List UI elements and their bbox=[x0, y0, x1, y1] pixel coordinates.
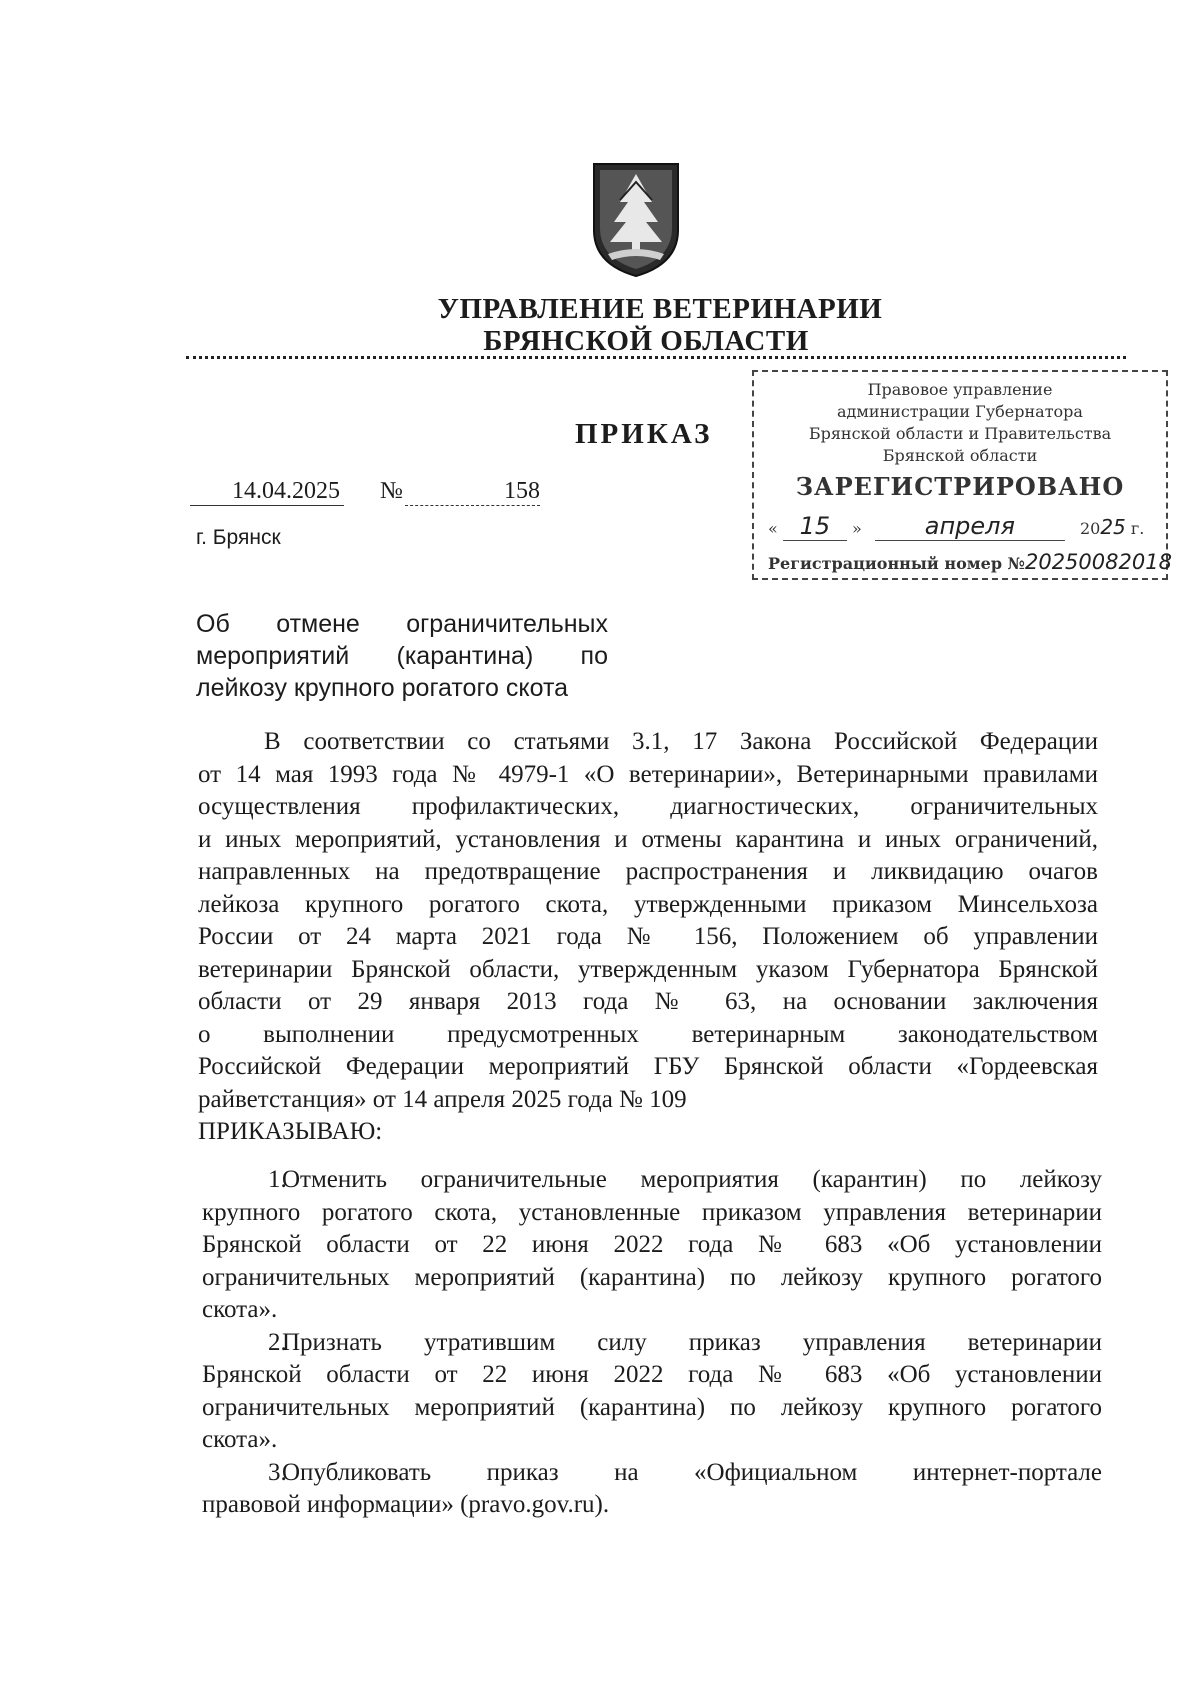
org-name-line-1: УПРАВЛЕНИЕ ВЕТЕРИНАРИИ bbox=[437, 293, 883, 325]
order-items bbox=[202, 1164, 1102, 1522]
document-subject bbox=[196, 608, 608, 704]
stamp-year-suffix: 25 bbox=[1100, 515, 1126, 539]
preamble-line: от 14 мая 1993 года № 4979-1 «О ветеринарии», Ветеринарными правилами bbox=[198, 760, 1098, 788]
order-item-3 bbox=[202, 1457, 1102, 1522]
number-sign: № bbox=[380, 478, 403, 504]
stamp-month: апреля bbox=[875, 512, 1065, 541]
subject-line: Об отмене ограничительных bbox=[196, 610, 608, 638]
preamble-line: В соответствии со статьями 3.1, 17 Закона Российской Федерации bbox=[264, 728, 1098, 755]
preamble-line: осуществления профилактических, диагностических, ограничительных bbox=[198, 793, 1098, 820]
coat-of-arms-icon bbox=[590, 160, 682, 280]
item-line: крупного рогатого скота, установленные приказом управления ветеринарии bbox=[202, 1198, 1102, 1226]
item-line: скота». bbox=[202, 1426, 278, 1453]
preamble-line: и иных мероприятий, установления и отмены карантина и иных ограничений, bbox=[198, 825, 1098, 853]
stamp-registered-label: ЗАРЕГИСТРИРОВАНО bbox=[795, 472, 1125, 501]
preamble-line: направленных на предотвращение распространения и ликвидацию очагов bbox=[198, 858, 1098, 885]
item-line: Отменить ограничительные мероприятия (карантин) по лейкозу bbox=[282, 1166, 1102, 1193]
stamp-line-4: Брянской области bbox=[882, 446, 1038, 465]
item-number: 2. bbox=[268, 1328, 287, 1356]
item-number: 1. bbox=[268, 1166, 287, 1193]
document-date: 14.04.2025 bbox=[190, 478, 344, 506]
stamp-quote-open: « bbox=[768, 519, 778, 538]
stamp-year-prefix: 20 bbox=[1079, 519, 1101, 538]
stamp-date-row bbox=[768, 512, 1164, 541]
subject-line: мероприятий (карантина) по bbox=[196, 642, 608, 670]
item-line: ограничительных мероприятий (карантина) по лейкозу крупного рогатого bbox=[202, 1393, 1102, 1421]
order-item-1 bbox=[202, 1164, 1102, 1327]
item-line: Опубликовать приказ на «Официальном интернет-портале bbox=[282, 1458, 1102, 1486]
stamp-line-2: администрации Губернатора bbox=[837, 402, 1083, 421]
document-type-title: ПРИКАЗ bbox=[575, 418, 713, 450]
preamble-line: ветеринарии Брянской области, утвержденным указом Губернатора Брянской bbox=[198, 955, 1098, 983]
city-label: г. Брянск bbox=[196, 526, 281, 549]
preamble-line: лейкоза крупного рогатого скота, утвержденными приказом Минсельхоза bbox=[198, 890, 1098, 918]
preamble-line: Российской Федерации мероприятий ГБУ Брянской области «Гордеевская bbox=[198, 1053, 1098, 1080]
stamp-reg-number: 20250082018 bbox=[1024, 550, 1172, 574]
preamble-line: райветстанция» от 14 апреля 2025 года № 109 bbox=[198, 1085, 687, 1113]
stamp-line-1: Правовое управление bbox=[867, 380, 1053, 399]
stamp-day: 15 bbox=[783, 512, 847, 541]
stamp-reg-row bbox=[768, 550, 1172, 574]
stamp-quote-close: » bbox=[851, 519, 862, 538]
item-line: правовой информации» (pravo.gov.ru). bbox=[202, 1491, 610, 1518]
order-keyword: ПРИКАЗЫВАЮ: bbox=[198, 1118, 383, 1145]
order-item-2 bbox=[202, 1327, 1102, 1457]
stamp-year-unit: г. bbox=[1130, 519, 1145, 538]
item-line: ограничительных мероприятий (карантина) по лейкозу крупного рогатого bbox=[202, 1263, 1102, 1291]
item-line: Брянской области от 22 июня 2022 года № 683 «Об установлении bbox=[202, 1361, 1102, 1388]
registration-stamp bbox=[752, 370, 1172, 580]
preamble-line: России от 24 марта 2021 года № 156, Положением об управлении bbox=[198, 923, 1098, 950]
item-line: скота». bbox=[202, 1296, 278, 1323]
preamble-line: области от 29 января 2013 года № 63, на основании заключения bbox=[198, 988, 1098, 1015]
dotted-divider bbox=[186, 356, 1126, 359]
stamp-reg-label: Регистрационный номер № bbox=[768, 554, 1025, 573]
stamp-line-3: Брянской области и Правительства bbox=[808, 424, 1112, 443]
preamble-line: о выполнении предусмотренных ветеринарным законодательством bbox=[198, 1020, 1098, 1048]
item-number: 3. bbox=[268, 1458, 287, 1486]
org-name-line-2: БРЯНСКОЙ ОБЛАСТИ bbox=[483, 325, 809, 357]
item-line: Признать утратившим силу приказ управления ветеринарии bbox=[282, 1328, 1102, 1356]
preamble-paragraph bbox=[198, 726, 1098, 1149]
document-number: 158 bbox=[405, 478, 540, 506]
subject-line: лейкозу крупного рогатого скота bbox=[196, 674, 569, 702]
item-line: Брянской области от 22 июня 2022 года № 683 «Об установлении bbox=[202, 1231, 1102, 1258]
